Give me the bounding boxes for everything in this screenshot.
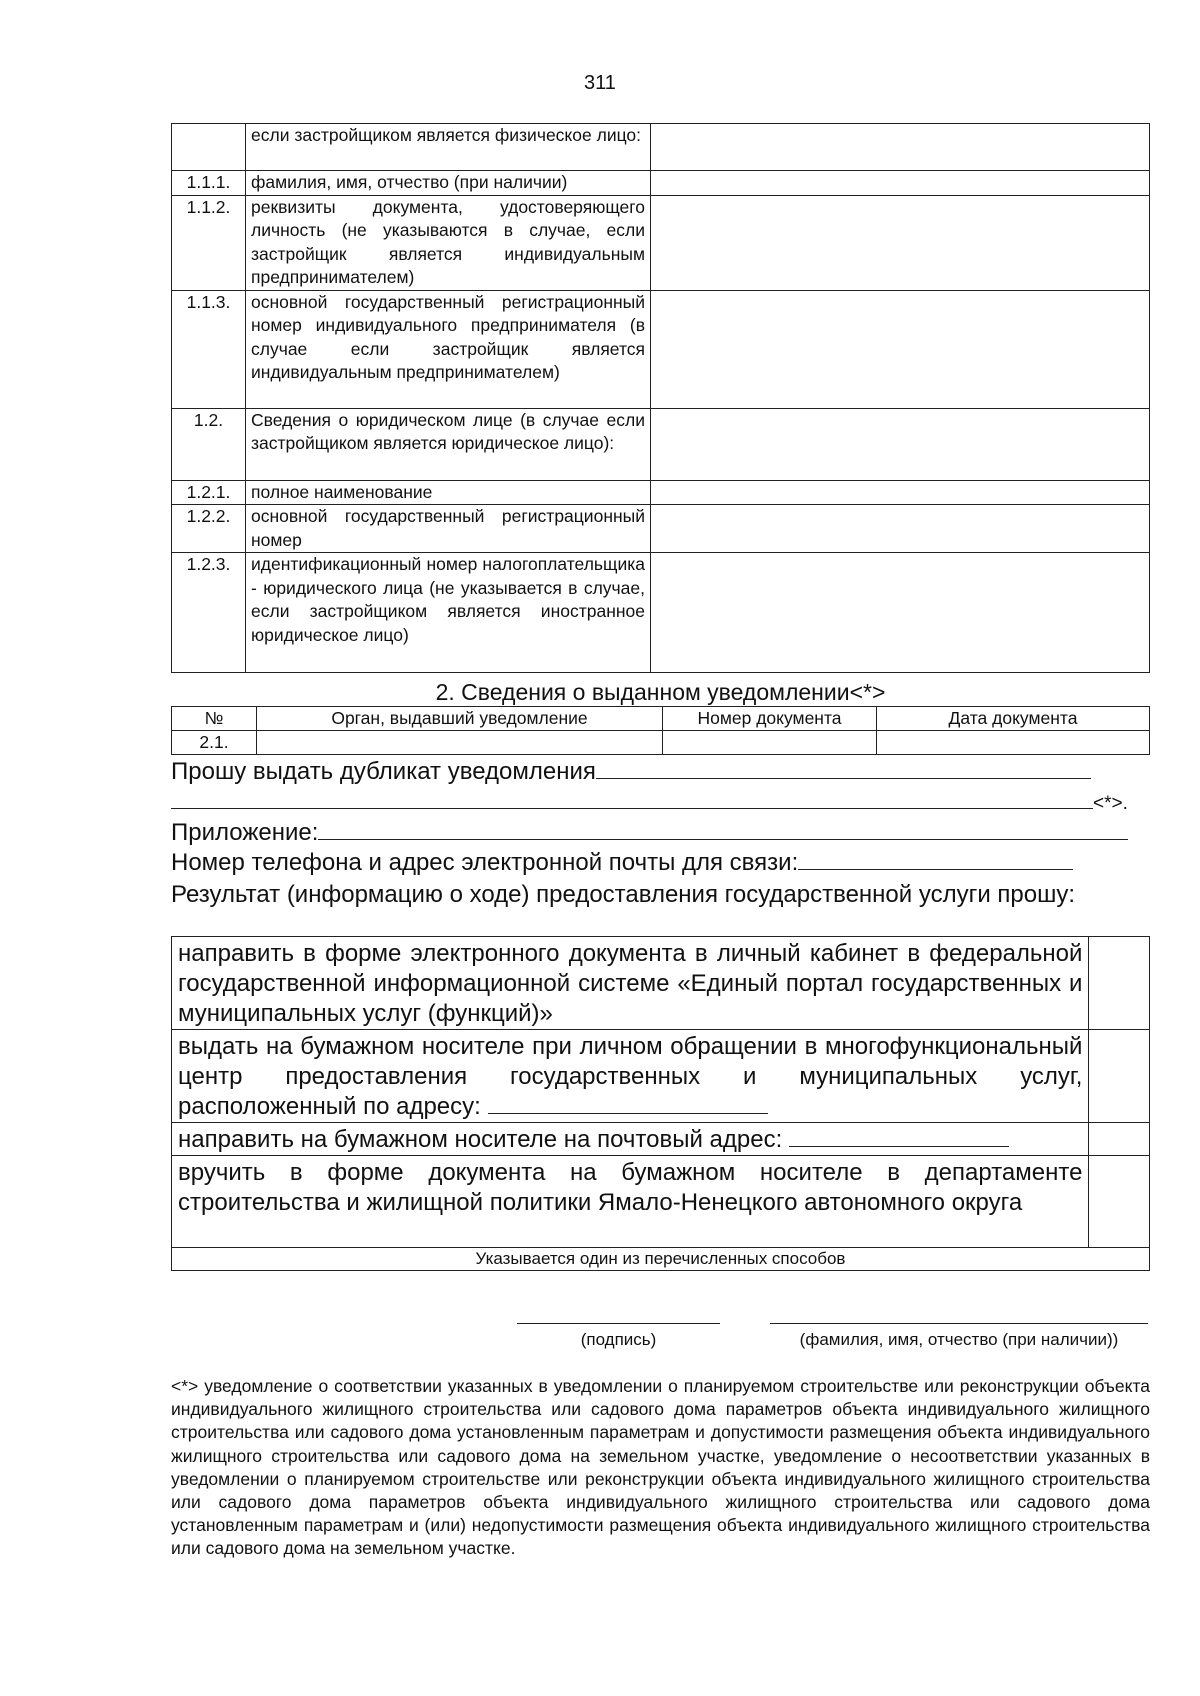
footnote: <*> уведомление о соответствии указанных в уведомлении о планируемом строительстве или реконструкции объекта индивидуального жилищного строительства или садового дома параметров объекта индивидуального жилищного строительства или садового дома установленным параметрам и допустимости размещения объекта индивидуального жилищного строительства или садового дома на земельном участке, уведомление о несоответствии указанных в уведомлении о планируемом строительстве или реконструкции объекта индивидуального жилищного строительства или садового дома параметров объекта индивидуального жилищного строительства или садового дома установленным параметрам и (или) недопустимости размещения объекта индивидуального жилищного строительства или садового дома на земельном участке. <box>171 1376 1150 1559</box>
signature-label: (подпись) <box>580 1330 657 1349</box>
row-value-cell[interactable] <box>651 171 1150 196</box>
table-header-row <box>172 707 1150 731</box>
attachment-label: Приложение: <box>171 819 319 846</box>
options-note: Указывается один из перечисленных способов <box>172 1248 1150 1271</box>
row-description: реквизиты документа, удостоверяющего личность (не указываются в случае, если застройщик является индивидуальным предпринимателем) <box>246 195 651 290</box>
table-row <box>172 408 1150 480</box>
header-doc-date: Дата документа <box>877 707 1150 731</box>
authority-cell[interactable] <box>257 731 663 755</box>
option-mfc-text: выдать на бумажном носителе при личном обращении в многофункциональный центр предоставления государственных и муниципальных услуг, расположенный по адресу: <box>178 1033 1083 1120</box>
duplicate-request-label: Прошу выдать дубликат уведомления <box>171 758 596 785</box>
option-mfc-checkbox[interactable] <box>1089 1030 1150 1123</box>
row-number: 1.1.3. <box>172 290 246 408</box>
row-number: 1.2. <box>172 408 246 480</box>
row-description: фамилия, имя, отчество (при наличии) <box>246 171 651 196</box>
option-mail-text: направить на бумажном носителе на почтовый адрес: <box>178 1126 783 1153</box>
row-description: основной государственный регистрационный номер <box>246 505 651 553</box>
duplicate-request-continuation <box>171 788 1128 818</box>
duplicate-request-field-2[interactable] <box>171 788 1093 809</box>
footnote-ref: <*>. <box>1093 793 1128 814</box>
row-value-cell[interactable] <box>651 408 1150 480</box>
doc-number-cell[interactable] <box>663 731 877 755</box>
page-number: 311 <box>584 72 616 94</box>
option-department: вручить в форме документа на бумажном носителе в департаменте строительства и жилищной политики Ямало-Ненецкого автономного округа <box>172 1156 1089 1248</box>
duplicate-request-line <box>171 758 1091 786</box>
option-mail <box>172 1123 1089 1156</box>
mail-address-field[interactable] <box>789 1126 1009 1147</box>
row-description: полное наименование <box>246 480 651 505</box>
table-row <box>172 290 1150 408</box>
table-row <box>172 480 1150 505</box>
attachment-field[interactable] <box>318 819 1128 840</box>
row-number: 1.2.2. <box>172 505 246 553</box>
full-name-line[interactable] <box>770 1323 1148 1324</box>
issued-notice-table <box>171 706 1150 755</box>
row-description: Сведения о юридическом лице (в случае если застройщиком является юридическое лицо): <box>246 408 651 480</box>
doc-date-cell[interactable] <box>877 731 1150 755</box>
row-number <box>172 124 246 171</box>
option-note-row <box>172 1248 1150 1271</box>
option-row <box>172 1123 1150 1156</box>
row-description: идентификационный номер налогоплательщика - юридического лица (не указывается в случае, если застройщиком является иностранное юридическое лицо) <box>246 553 651 673</box>
contact-label: Номер телефона и адрес электронной почты для связи: <box>171 849 799 876</box>
duplicate-request-field[interactable] <box>596 758 1091 779</box>
attachment-line <box>171 819 1128 847</box>
header-authority: Орган, выдавший уведомление <box>257 707 663 731</box>
mfc-address-field[interactable] <box>488 1093 768 1114</box>
full-name-label: (фамилия, имя, отчество (при наличии)) <box>799 1330 1119 1349</box>
row-number: 1.2.3. <box>172 553 246 673</box>
signature-line[interactable] <box>517 1323 720 1324</box>
option-electronic-checkbox[interactable] <box>1089 937 1150 1030</box>
header-number: № <box>172 707 257 731</box>
table-row <box>172 731 1150 755</box>
row-value-cell[interactable] <box>651 124 1150 171</box>
row-description: если застройщиком является физическое лицо: <box>246 124 651 171</box>
table-row <box>172 124 1150 171</box>
table-row <box>172 195 1150 290</box>
option-row <box>172 937 1150 1030</box>
row-description: основной государственный регистрационный номер индивидуального предпринимателя (в случае если застройщик является индивидуальным предпринимателем) <box>246 290 651 408</box>
row-number: 1.1.2. <box>172 195 246 290</box>
option-department-checkbox[interactable] <box>1089 1156 1150 1248</box>
row-value-cell[interactable] <box>651 195 1150 290</box>
row-value-cell[interactable] <box>651 505 1150 553</box>
option-mfc <box>172 1030 1089 1123</box>
section-2-title: 2. Сведения о выданном уведомлении<*> <box>435 679 886 705</box>
contact-line <box>171 849 1073 877</box>
delivery-options-table <box>171 936 1150 1271</box>
row-number: 1.1.1. <box>172 171 246 196</box>
row-value-cell[interactable] <box>651 553 1150 673</box>
applicant-info-table <box>171 123 1150 673</box>
row-number: 2.1. <box>172 731 257 755</box>
result-intro: Результат (информацию о ходе) предоставления государственной услуги прошу: <box>171 881 1076 908</box>
row-value-cell[interactable] <box>651 480 1150 505</box>
table-row <box>172 171 1150 196</box>
contact-field[interactable] <box>798 849 1073 870</box>
option-electronic: направить в форме электронного документа в личный кабинет в федеральной государственной информационной системе «Единый портал государственных и муниципальных услуг (функций)» <box>172 937 1089 1030</box>
row-number: 1.2.1. <box>172 480 246 505</box>
table-row <box>172 553 1150 673</box>
row-value-cell[interactable] <box>651 290 1150 408</box>
option-mail-checkbox[interactable] <box>1089 1123 1150 1156</box>
table-row <box>172 505 1150 553</box>
option-row <box>172 1030 1150 1123</box>
header-doc-number: Номер документа <box>663 707 877 731</box>
option-row <box>172 1156 1150 1248</box>
